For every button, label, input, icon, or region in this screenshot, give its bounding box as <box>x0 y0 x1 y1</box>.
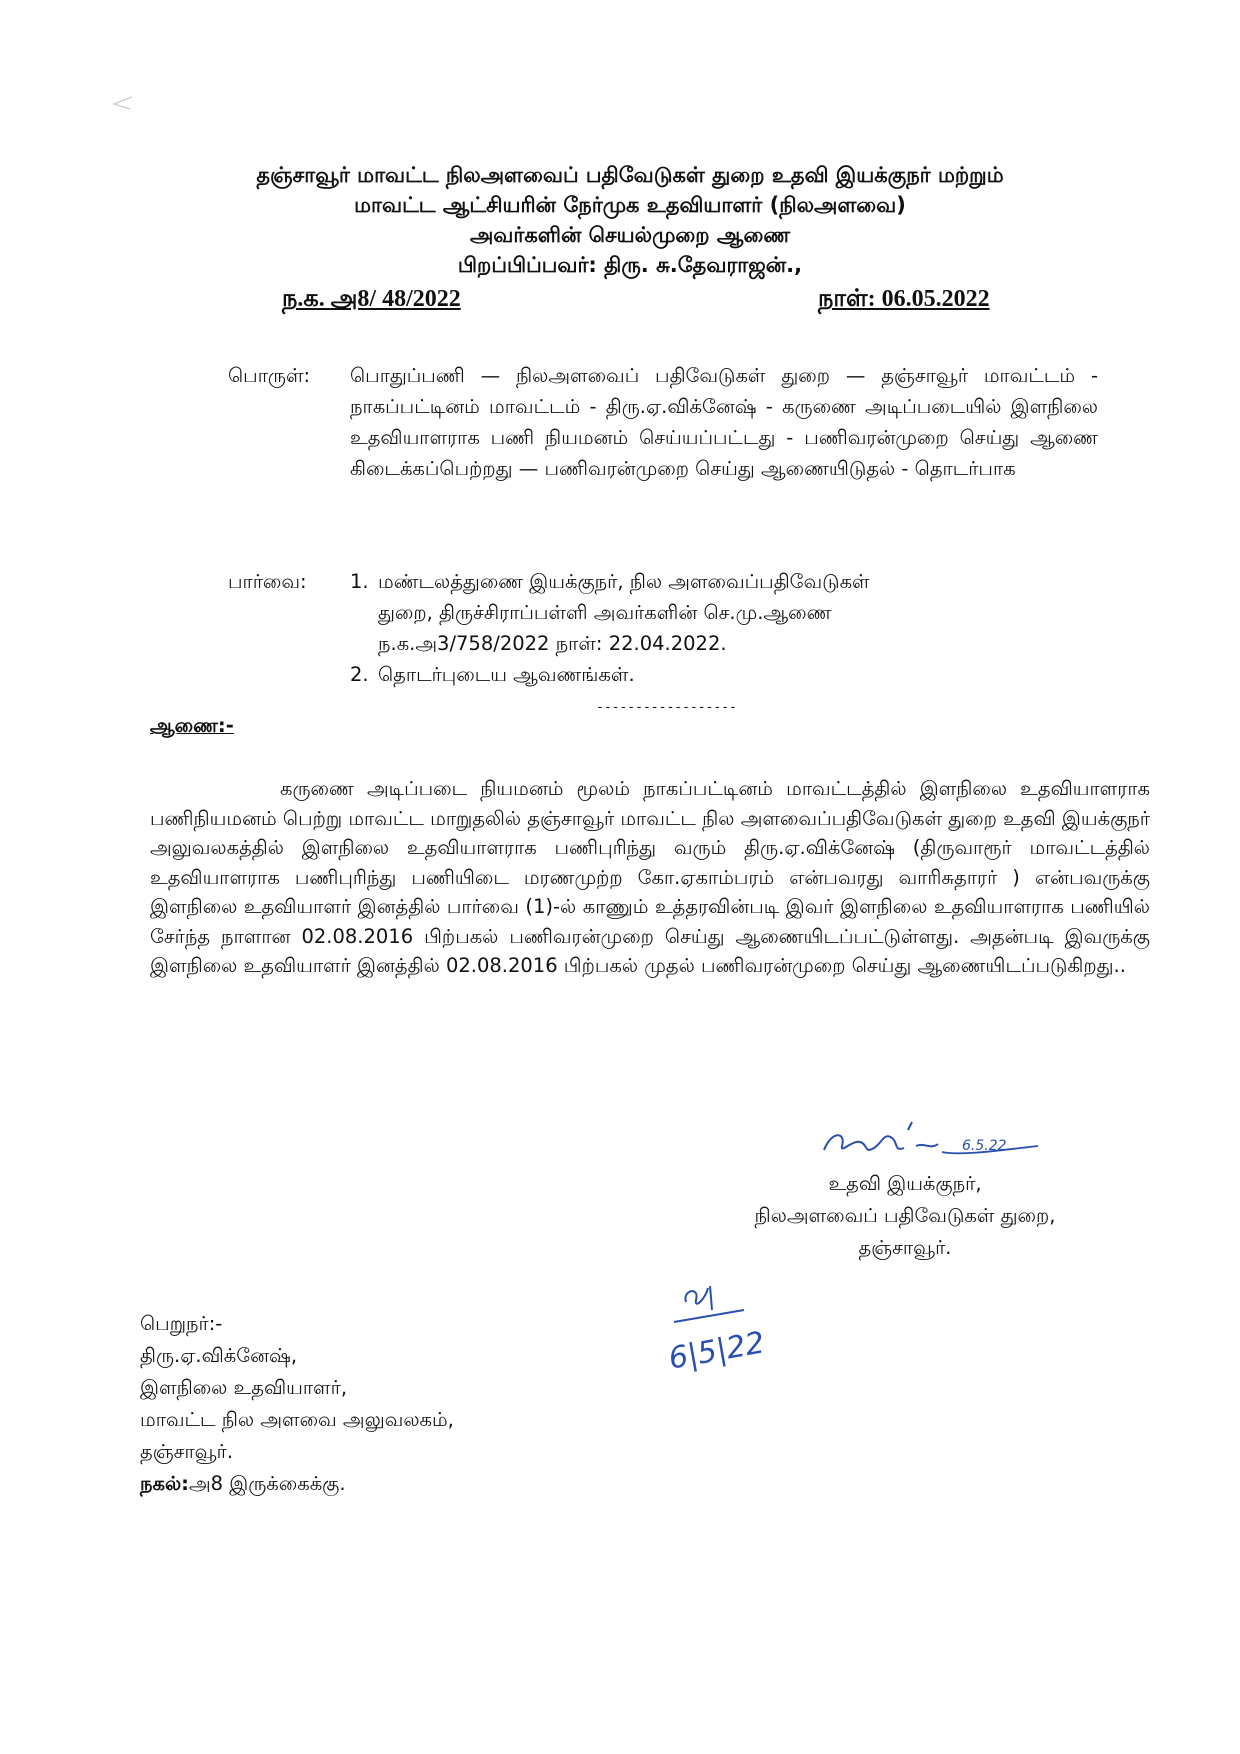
document-header <box>150 160 1110 280</box>
svg-text:6|5|22: 6|5|22 <box>666 1325 768 1377</box>
reference-item <box>350 659 1098 690</box>
section-divider: ------------------ <box>596 700 737 715</box>
corner-mark-icon <box>112 96 134 110</box>
recipient-office: மாவட்ட நில அளவை அலுவலகம், <box>140 1408 454 1431</box>
copy-line <box>140 1468 454 1500</box>
reference-item-line: மண்டலத்துணை இயக்குநர், நில அளவைப்பதிவேடுகள் <box>378 570 870 593</box>
order-heading: ஆணை:- <box>150 714 234 737</box>
order-body: கருணை அடிப்படை நியமனம் மூலம் நாகப்பட்டினம் மாவட்டத்தில் இளநிலை உதவியாளராக பணிநியமனம் பெற்று மாவட்ட மாறுதலில் தஞ்சாவூர் மாவட்ட நில அளவைப்பதிவேடுகள் துறை உதவி இயக்குநர் அலுவலகத்தில் இளநிலை உதவியாளராக பணிபுரிந்து வரும் திரு.ஏ.விக்னேஷ் (திருவாரூர் மாவட்டத்தில் உதவியாளராக பணிபுரிந்து பணியிடை மரணமுற்ற கோ.ஏகாம்பரம் என்பவரது வாரிசுதாரர் ) என்பவருக்கு இளநிலை உதவியாளர் இனத்தில் பார்வை (1)-ல் காணும் உத்தரவின்படி இவர் இளநிலை உதவியாளராக பணியில் சேர்ந்த நாளான 02.08.2016 பிற்பகல் பணிவரன்முறை செய்து ஆணையிடப்பட்டுள்ளது. அதன்படி இவருக்கு இளநிலை உதவியாளர் இனத்தில் 02.08.2016 பிற்பகல் முதல் பணிவரன்முறை செய்து ஆணையிடப்படுகிறது.. <box>150 777 1150 977</box>
issuer-line: பிறப்பிப்பவர்: திரு. சு.தேவராஜன்., <box>457 253 803 277</box>
signatory-title: உதவி இயக்குநர், <box>828 1172 982 1195</box>
references-section <box>228 566 1098 690</box>
header-line-2: மாவட்ட ஆட்சியரின் நேர்முக உதவியாளர் (நிலஅளவை) <box>354 193 906 217</box>
signatory-place: தஞ்சாவூர். <box>858 1236 952 1259</box>
reference-item-number: 2. <box>350 663 369 686</box>
signatory-department: நிலஅளவைப் பதிவேடுகள் துறை, <box>754 1204 1056 1227</box>
reference-item <box>350 566 1098 659</box>
signatory-block <box>640 1168 1170 1264</box>
references-list <box>350 566 1098 690</box>
copy-text: அ8 இருக்கைக்கு. <box>188 1472 346 1495</box>
svg-text:6.5.22: 6.5.22 <box>962 1138 1007 1154</box>
subject-section <box>228 360 1098 484</box>
recipient-designation: இளநிலை உதவியாளர், <box>140 1376 348 1399</box>
references-label: பார்வை: <box>228 570 307 593</box>
recipient-block <box>140 1308 454 1500</box>
recipient-name: திரு.ஏ.விக்னேஷ், <box>140 1344 298 1367</box>
subject-text: பொதுப்பணி — நிலஅளவைப் பதிவேடுகள் துறை — தஞ்சாவூர் மாவட்டம் - நாகப்பட்டினம் மாவட்டம் - திரு.ஏ.விக்னேஷ் - கருணை அடிப்படையில் இளநிலை உதவியாளராக பணி நியமனம் செய்யப்பட்டது - பணிவரன்முறை செய்து ஆணை கிடைக்கப்பெற்றது — பணிவரன்முறை செய்து ஆணையிடுதல் - தொடர்பாக <box>350 364 1098 480</box>
reference-number: ந.க. அ8/ 48/2022 <box>282 286 461 312</box>
reference-item-line: ந.க.அ3/758/2022 நாள்: 22.04.2022. <box>378 632 727 655</box>
recipient-place: தஞ்சாவூர். <box>140 1440 234 1463</box>
recipient-label: பெறுநர்:- <box>140 1312 223 1335</box>
header-line-1: தஞ்சாவூர் மாவட்ட நிலஅளவைப் பதிவேடுகள் துறை உதவி இயக்குநர் மற்றும் <box>256 163 1004 187</box>
reference-date: நாள்: 06.05.2022 <box>818 286 990 312</box>
reference-item-number: 1. <box>350 570 369 593</box>
reference-item-line: தொடர்புடைய ஆவணங்கள். <box>378 663 635 686</box>
copy-label: நகல்: <box>140 1472 189 1495</box>
handwritten-initials-icon <box>648 1280 778 1390</box>
reference-item-line: துறை, திருச்சிராப்பள்ளி அவர்களின் செ.மு.ஆணை <box>378 601 832 624</box>
subject-label: பொருள்: <box>228 364 311 387</box>
header-line-3: அவர்களின் செயல்முறை ஆணை <box>469 223 791 247</box>
